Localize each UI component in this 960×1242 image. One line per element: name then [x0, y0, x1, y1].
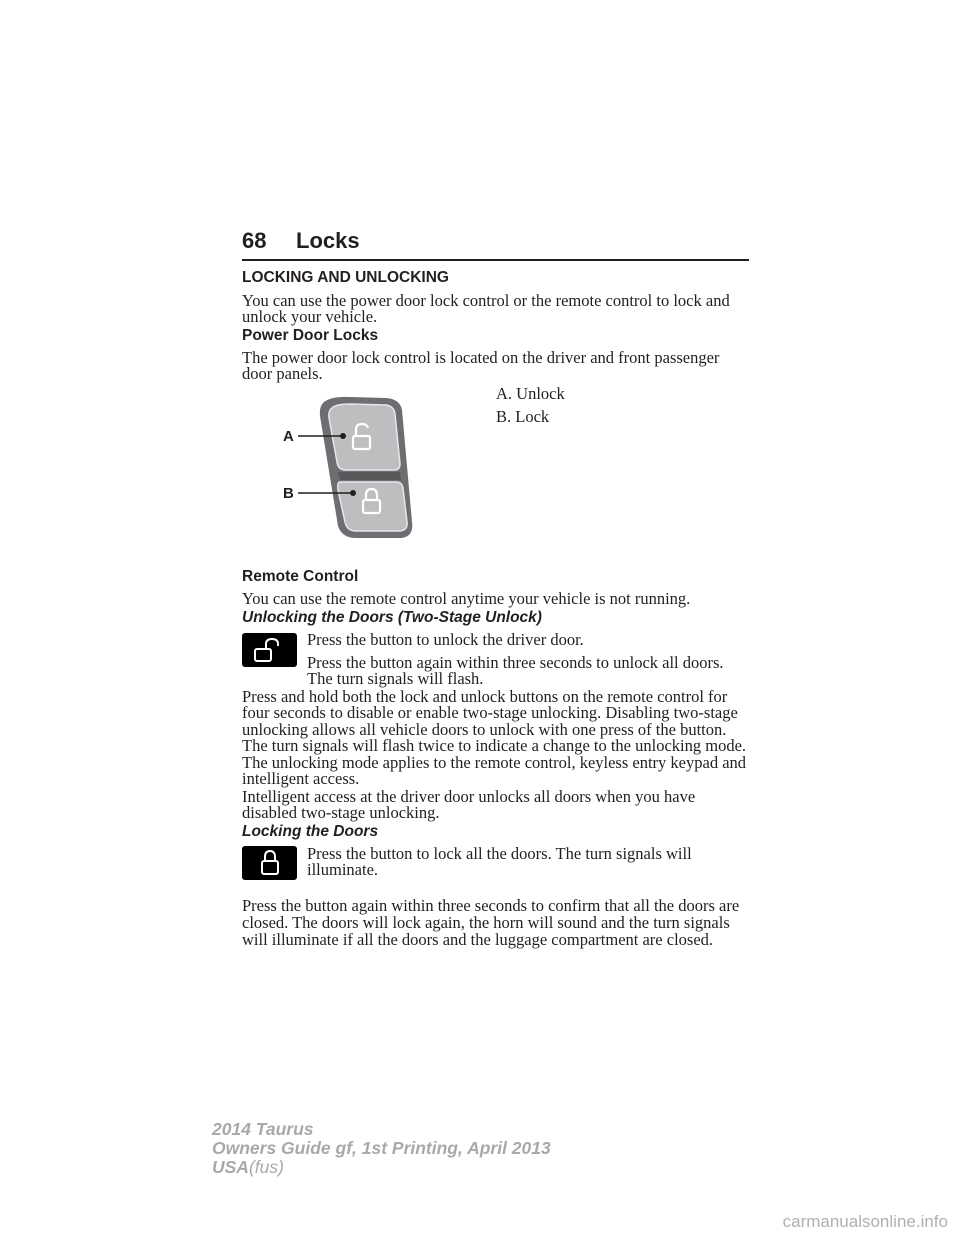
unlock-step-2: Press the button again within three seconds to unlock all doors. The turn signals will flash.	[307, 653, 724, 688]
diagram-label-a: A	[283, 428, 294, 445]
page-number: 68	[242, 228, 267, 253]
lock-confirm-paragraph: Press the button again within three seconds to confirm that all the doors are closed. The doors will lock again, the horn will sound and the turn signals will illuminate if all the doors and the luggage compartment are closed.	[242, 896, 740, 949]
section-title: LOCKING AND UNLOCKING	[242, 269, 449, 286]
legend-unlock: A. Unlock	[496, 384, 565, 403]
legend-lock: B. Lock	[496, 407, 550, 426]
remote-control-heading: Remote Control	[242, 568, 359, 585]
door-lock-switch-diagram	[276, 392, 426, 542]
footer-region-code: USA	[212, 1157, 249, 1177]
unlocking-heading: Unlocking the Doors (Two-Stage Unlock)	[242, 609, 542, 626]
intro-paragraph: You can use the power door lock control or the remote control to lock and unlock your vehicle.	[242, 291, 730, 326]
power-door-locks-heading: Power Door Locks	[242, 327, 379, 344]
footer-region	[212, 1159, 284, 1176]
locking-heading: Locking the Doors	[242, 823, 379, 840]
lock-icon	[242, 846, 297, 880]
power-door-locks-text: The power door lock control is located on the driver and front passenger door panels.	[242, 348, 720, 383]
unlock-step-1: Press the button to unlock the driver door.	[307, 630, 584, 649]
intelligent-access-paragraph: Intelligent access at the driver door unlocks all doors when you have disabled two-stage unlocking.	[242, 787, 696, 822]
footer-guide: Owners Guide gf, 1st Printing, April 2013	[212, 1138, 551, 1158]
unlock-mode-paragraph: Press and hold both the lock and unlock buttons on the remote control for four seconds to disable or enable two-stage unlocking. Disabling two-stage unlocking allows all vehicle doors to unlock with one press of the button. The turn signals will flash twice to indicate a change to the unlocking mode. The unlocking mode applies to the remote control, keyless entry keypad and intelligent access.	[242, 687, 747, 789]
footer-model: 2014 Taurus	[212, 1119, 314, 1139]
diagram-label-b: B	[283, 485, 294, 502]
watermark: carmanualsonline.info	[782, 1212, 948, 1231]
header-rule	[242, 259, 749, 261]
footer-region-suffix: (fus)	[248, 1157, 284, 1177]
chapter-title: Locks	[296, 228, 360, 253]
remote-control-text: You can use the remote control anytime your vehicle is not running.	[242, 589, 691, 608]
lock-step-1: Press the button to lock all the doors. The turn signals will illuminate.	[307, 844, 692, 879]
unlock-icon	[242, 633, 297, 667]
